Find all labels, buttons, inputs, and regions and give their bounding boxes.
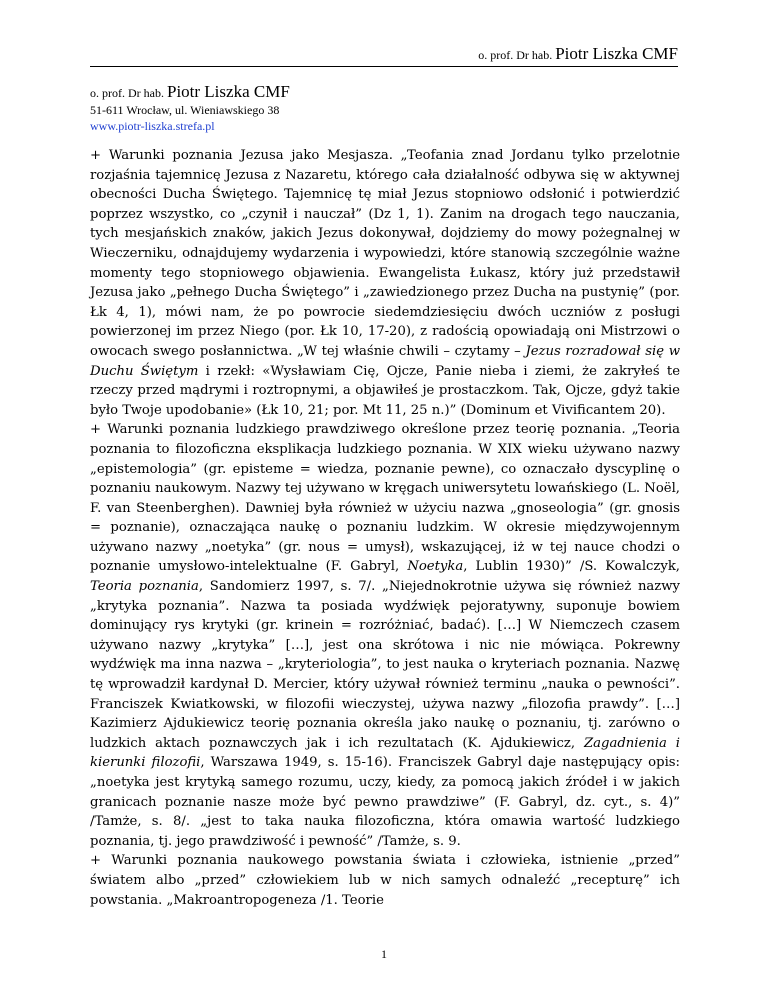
author-address-block xyxy=(90,84,290,134)
author-name: Piotr Liszka CMF xyxy=(166,82,290,101)
text-run: , Sandomierz 1997, s. 7/. „Niejednokrotnie używa się również nazwy „krytyka poznania”. Nazwa ta posiada wydźwięk pejoratywny, suponuje bowiem dominujący rys krytyki (gr. krinein = rozróżniać, badać). […] W Niemczech czasem używano nazwy „krytyka” […], jest ona skrótowa i nic nie mówiąca. Pokrewny wydźwięk ma inna nazwa – „kryteriologia”, to jest nauka o kryteriach poznania. Nazwę tę wprowadził kardynał D. Mercier, który używał również terminu „nauka o pewności”. Franciszek Kwiatkowski, w filozofii wieczystej, używa nazwy „filozofia prawdy”. […] Kazimierz Ajdukiewicz teorię poznania określa jako naukę o poznaniu, tj. zarówno o ludzkich aktach poznawczych jak i ich rezultatach (K. Ajdukiewicz, xyxy=(90,579,680,751)
italic-text-run: Jezus rozradował się w Duchu Świętym xyxy=(90,343,680,379)
body-paragraph xyxy=(90,420,680,851)
italic-text-run: Noetyka xyxy=(407,559,464,575)
author-title-line xyxy=(90,84,290,101)
header-author-name: Piotr Liszka CMF xyxy=(555,44,678,63)
header-prefix: o. prof. Dr hab. xyxy=(478,48,553,62)
text-run: + Warunki poznania ludzkiego prawdziwego określone przez teorię poznania. „Teoria poznania to filozoficzna eksplikacja ludzkiego poznania. W XIX wieku używano nazwy „epistemologia” (gr. episteme = wiedza, poznanie pewne), co oznaczało dyscyplinę o poznaniu naukowym. Nazwy tej używano w kręgach uniwersytetu lowańskiego (L. Noël, F. van Steenberghen). Dawniej była również w użyciu nazwa „gnoseologia” (gr. gnosis = poznanie), oznaczająca naukę o poznaniu ludzkim. W okresie międzywojennym używano nazwy „noetyka” (gr. nous = umysł), wskazującej, iż w tej nauce chodzi o poznanie umysłowo-intelektualne (F. Gabryl, xyxy=(90,422,680,575)
text-run: , Lublin 1930)” /S. Kowalczyk, xyxy=(463,559,680,575)
running-header xyxy=(478,44,678,64)
author-prefix: o. prof. Dr hab. xyxy=(90,86,164,100)
header-divider xyxy=(90,66,678,67)
text-run: + Warunki poznania naukowego powstania świata i człowieka, istnienie „przed” światem albo „przed” człowiekiem lub w nich samych odnaleźć „recepturę” ich powstania. „Makroantropogeneza /1. Teorie xyxy=(90,853,680,908)
text-run: + Warunki poznania Jezusa jako Mesjasza. „Teofania znad Jordanu tylko przelotnie rozjaśnia tajemnicę Jezusa z Nazaretu, którego cała działalność odbywa się w aktywnej obecności Ducha Świętego. Tajemnicę tę miał Jezus stopniowo odsłonić i potwierdzić poprzez wszystko, co „czynił i nauczał” (Dz 1, 1). Zanim na drogach tego nauczania, tych mesjańskich znaków, jakich Jezus dokonywał, dojdziemy do mowy pożegnalnej w Wieczerniku, odnajdujemy wydarzenia i wypowiedzi, które stanowią szczególnie ważne momenty tego stopniowego objawienia. Ewangelista Łukasz, który już przedstawił Jezusa jako „pełnego Ducha Świętego” i „zawiedzionego przez Ducha na pustynię” (por. Łk 4, 1), mówi nam, że po powrocie siedemdziesięciu dwóch uczniów z posługi powierzonej im przez Niego (por. Łk 10, 17-20), z radością opowiadają oni Mistrzowi o owocach swego posłannictwa. „W tej właśnie chwili – czytamy – xyxy=(90,148,680,359)
text-run: , Warszawa 1949, s. 15-16). Franciszek Gabryl daje następujący opis: „noetyka jest krytyką samego rozumu, uczy, kiedy, za pomocą jakich źródeł i w jakich granicach poznanie nasze może być pewno prawdziwe” (F. Gabryl, dz. cyt., s. 4)” /Tamże, s. 8/. „jest to taka nauka filozoficzna, która omawia wartość ludzkiego poznania, tj. jego prawdziwość i pewność” /Tamże, s. 9. xyxy=(90,755,680,849)
page-number: 1 xyxy=(381,947,387,961)
body-paragraph xyxy=(90,146,680,420)
author-street: 51-611 Wrocław, ul. Wieniawskiego 38 xyxy=(90,103,280,117)
text-run: i rzekł: «Wysławiam Cię, Ojcze, Panie nieba i ziemi, że zakryłeś te rzeczy przed mądrymi i roztropnymi, a objawiłeś je prostaczkom. Tak, Ojcze, gdyż takie było Twoje upodobanie» (Łk 10, 21; por. Mt 11, 25 n.)” (Dominum et Vivificantem 20). xyxy=(90,363,680,418)
italic-text-run: Teoria poznania xyxy=(90,579,199,595)
italic-text-run: Zagadnienia i kierunki filozofii xyxy=(90,735,680,771)
body-paragraph xyxy=(90,851,680,910)
body-text xyxy=(90,146,680,910)
author-website-link[interactable]: www.piotr-liszka.strefa.pl xyxy=(90,119,215,133)
